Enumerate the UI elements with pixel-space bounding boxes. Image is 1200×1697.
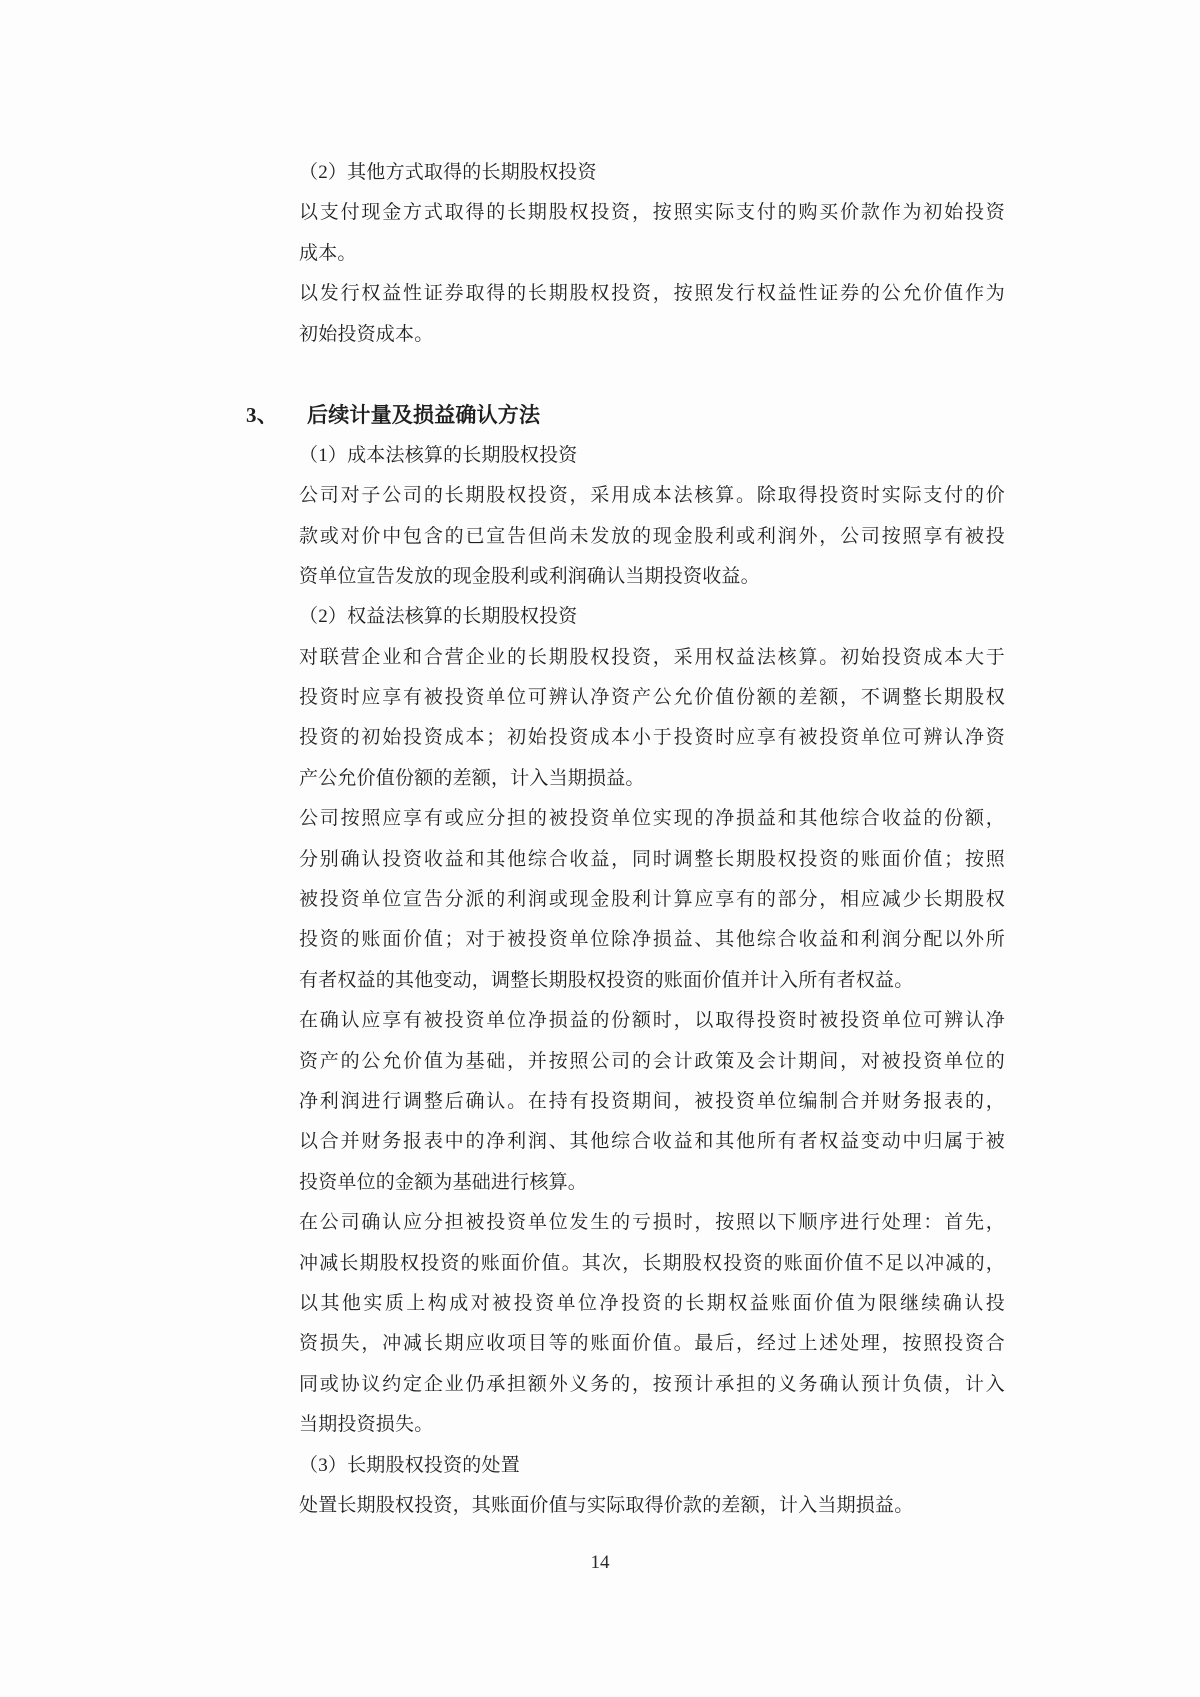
text-line: 款或对价中包含的已宣告但尚未发放的现金股利或利润外，公司按照享有被投 xyxy=(299,525,1005,547)
text-line: 以其他实质上构成对被投资单位净投资的长期权益账面价值为限继续确认投 xyxy=(299,1292,1005,1314)
text-line: 投资时应享有被投资单位可辨认净资产公允价值份额的差额，不调整长期股权 xyxy=(299,687,1005,709)
text-line: 被投资单位宣告分派的利润或现金股利计算应享有的部分，相应减少长期股权 xyxy=(299,889,1005,911)
text-line: 以发行权益性证券取得的长期股权投资，按照发行权益性证券的公允价值作为 xyxy=(299,283,1005,305)
text-line: 以支付现金方式取得的长期股权投资，按照实际支付的购买价款作为初始投资 xyxy=(299,202,1005,224)
text-line: 资损失，冲减长期应收项目等的账面价值。最后，经过上述处理，按照投资合 xyxy=(299,1333,1005,1355)
text-block xyxy=(246,153,1005,1526)
section-title: 后续计量及损益确认方法 xyxy=(307,403,541,428)
text-line: 净利润进行调整后确认。在持有投资期间，被投资单位编制合并财务报表的， xyxy=(299,1090,1005,1112)
text-line: 投资的账面价值；对于被投资单位除净损益、其他综合收益和利润分配以外所 xyxy=(299,929,1005,951)
text-line: 产公允价值份额的差额，计入当期损益。 xyxy=(299,767,645,789)
text-line: 资产的公允价值为基础，并按照公司的会计政策及会计期间，对被投资单位的 xyxy=(299,1050,1005,1072)
text-line: 同或协议约定企业仍承担额外义务的，按预计承担的义务确认预计负债，计入 xyxy=(299,1373,1005,1395)
text-line: 成本。 xyxy=(299,242,357,264)
text-line: 资单位宣告发放的现金股利或利润确认当期投资收益。 xyxy=(299,565,760,587)
text-line: 以合并财务报表中的净利润、其他综合收益和其他所有者权益变动中归属于被 xyxy=(299,1131,1005,1153)
text-line: 冲减长期股权投资的账面价值。其次，长期股权投资的账面价值不足以冲减的， xyxy=(299,1252,1005,1274)
text-line: 初始投资成本。 xyxy=(299,323,434,345)
text-line: 分别确认投资收益和其他综合收益，同时调整长期股权投资的账面价值；按照 xyxy=(299,848,1005,870)
blank-line xyxy=(299,355,1005,395)
sub-heading: （3）长期股权投资的处置 xyxy=(299,1454,520,1476)
text-line: 对联营企业和合营企业的长期股权投资，采用权益法核算。初始投资成本大于 xyxy=(299,646,1005,668)
section-number: 3、 xyxy=(246,403,278,428)
text-line: 公司按照应享有或应分担的被投资单位实现的净损益和其他综合收益的份额， xyxy=(299,808,1005,830)
text-line: 投资的初始投资成本；初始投资成本小于投资时应享有被投资单位可辨认净资 xyxy=(299,727,1005,749)
text-line: 当期投资损失。 xyxy=(299,1414,434,1436)
page-number: 14 xyxy=(590,1552,610,1573)
sub-heading: （1）成本法核算的长期股权投资 xyxy=(299,444,578,466)
sub-heading: （2）其他方式取得的长期股权投资 xyxy=(299,162,597,183)
text-line: 投资单位的金额为基础进行核算。 xyxy=(299,1171,588,1193)
text-line: 在确认应享有被投资单位净损益的份额时，以取得投资时被投资单位可辨认净 xyxy=(299,1010,1005,1032)
text-line: 公司对子公司的长期股权投资，采用成本法核算。除取得投资时实际支付的价 xyxy=(299,485,1005,507)
sub-heading: （2）权益法核算的长期股权投资 xyxy=(299,606,578,628)
text-line: 有者权益的其他变动，调整长期股权投资的账面价值并计入所有者权益。 xyxy=(299,969,914,991)
text-line: 处置长期股权投资，其账面价值与实际取得价款的差额，计入当期损益。 xyxy=(299,1494,914,1516)
text-line: 在公司确认应分担被投资单位发生的亏损时，按照以下顺序进行处理：首先， xyxy=(299,1212,1005,1234)
section-heading xyxy=(246,395,1005,435)
